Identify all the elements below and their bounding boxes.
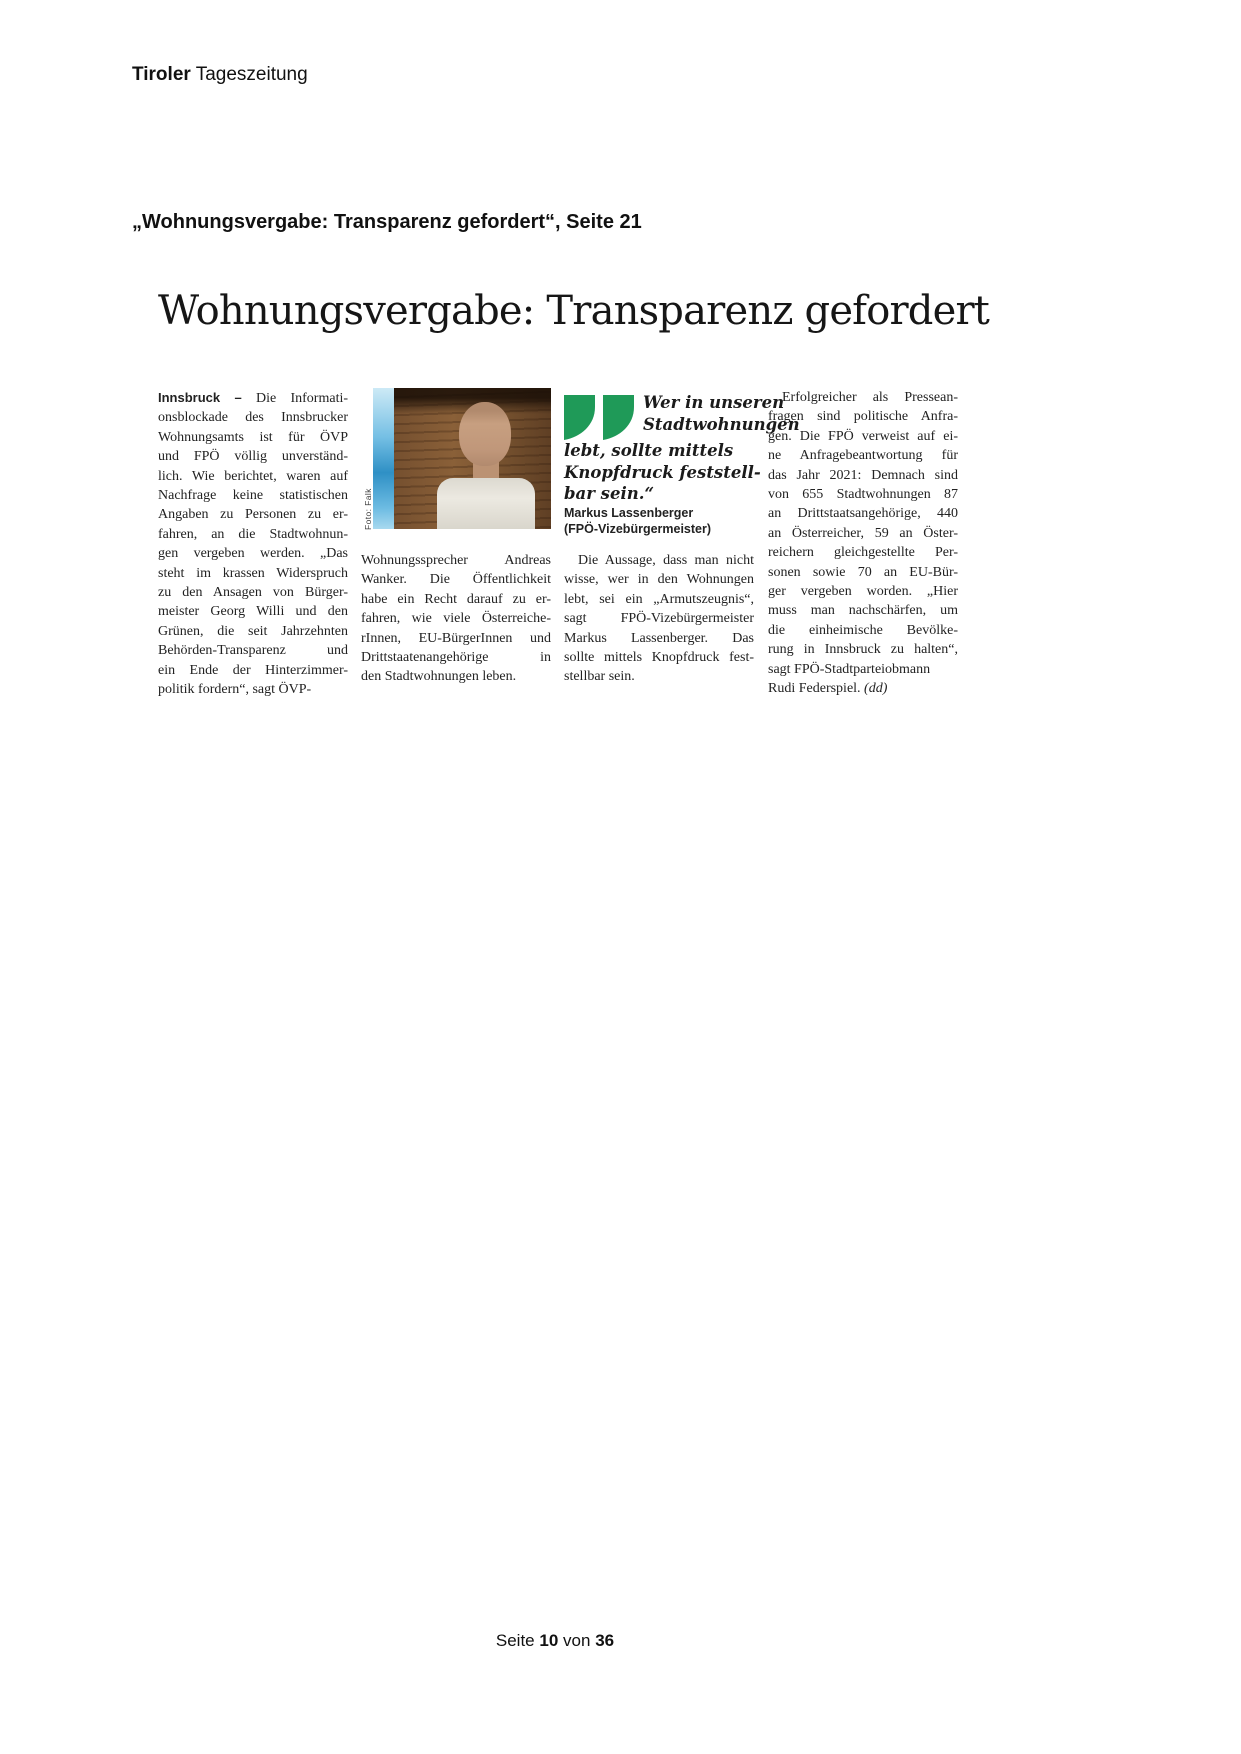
article-text-line: gen. Die FPÖ verweist auf ei- (768, 428, 958, 444)
article-text-line: reichern gleichgestellte Per- (768, 545, 958, 561)
article-text-line: Die Aussage, dass man nicht (578, 553, 754, 568)
photo-man-shirt (437, 478, 535, 529)
article-text-line: den Stadtwohnungen leben. (361, 669, 517, 685)
article-text-line: von 655 Stadtwohnungen 87 (768, 487, 958, 503)
quote-attribution (564, 506, 711, 537)
photo-window-strip (373, 388, 394, 529)
article-text-line: fragen sind politische Anfra- (768, 409, 958, 425)
newspaper-masthead (132, 64, 308, 86)
article-text-line: onsblockade des Innsbrucker (158, 410, 348, 426)
quote-line: lebt, sollte mittels (564, 441, 734, 460)
footer-total-pages: 36 (595, 1631, 615, 1650)
article-end-line (768, 679, 958, 698)
column-3-lines (564, 551, 754, 687)
article-text-line: politik fordern“, sagt ÖVP- (158, 682, 312, 698)
quote-line: Knopfdruck feststell- (564, 462, 761, 482)
quote-line: Stadtwohnungen (643, 414, 800, 434)
article-text-line: Behörden-Transparenz und (158, 643, 348, 659)
photo-man-head (459, 402, 511, 466)
article-text-line: steht im krassen Widerspruch (158, 565, 348, 581)
article-text-line: rung in Innsbruck zu halten“, (768, 642, 958, 658)
article-text-line: Markus Lassenberger. Das (564, 630, 754, 646)
article-text-line: Wohnungsamts ist für ÖVP (158, 429, 348, 445)
newspaper-clipping (158, 288, 990, 718)
article-text-line: rInnen, EU-BürgerInnen und (361, 630, 551, 646)
article-text-line: lebt, sei ein „Armutszeugnis“, (564, 591, 754, 607)
article-text-line: meister Georg Willi und den (158, 604, 348, 620)
article-text-line: ne Anfragebeantwortung für (768, 448, 958, 464)
article-text-line: gen vergeben werden. „Das (158, 546, 348, 562)
article-text-line: wisse, wer in den Wohnungen (564, 572, 754, 588)
article-text-line: Erfolgreicher als Pressean- (782, 390, 958, 405)
pull-quote-top (564, 392, 800, 440)
article-text-line: fahren, wie viele Österreiche- (361, 611, 551, 627)
article-text-line: Grünen, die seit Jahrzehnten (158, 623, 348, 639)
article-photo (373, 388, 551, 529)
author-initials: (dd) (864, 681, 888, 697)
article-text-line: sollte mittels Knopfdruck fest- (564, 650, 754, 666)
article-text-line: die einheimische Bevölke- (768, 622, 958, 638)
article-text-line: muss man nachschärfen, um (768, 603, 958, 619)
article-text-line: das Jahr 2021: Demnach sind (768, 467, 958, 483)
photo-credit: Foto: Falk (363, 488, 373, 530)
article-text-line: sonen sowie 70 an EU-Bür- (768, 564, 958, 580)
end-line-text: Rudi Federspiel. (768, 681, 861, 697)
article-column-4 (768, 388, 958, 708)
article-text-line: zu den Ansagen von Bürger- (158, 585, 348, 601)
column-4-lines (768, 388, 958, 679)
article-lead-line (158, 388, 348, 408)
article-text-line: und FPÖ völlig unverständ- (158, 449, 348, 465)
article-headline: Wohnungsvergabe: Transparenz gefordert (158, 288, 990, 334)
article-text-line: an Drittstaatsangehörige, 440 (768, 506, 958, 522)
article-text-line: Angaben zu Personen zu er- (158, 507, 348, 523)
lead-text: Die Informati- (256, 391, 349, 406)
article-text-line: fahren, an die Stadtwohnun- (158, 526, 348, 542)
article-text-line: ger vergeben worden. „Hier (768, 584, 958, 600)
quote-marks-icon (564, 395, 634, 440)
article-text-line: ein Ende der Hinterzimmer- (158, 662, 348, 678)
quote-attribution-name: Markus Lassenberger (564, 506, 694, 520)
article-text-line: Wanker. Die Öffentlichkeit (361, 572, 551, 588)
masthead-bold: Tiroler (132, 64, 191, 85)
column-1-lines (158, 408, 348, 699)
article-text-line: sagt FPÖ-Stadtparteiobmann (768, 661, 931, 677)
article-text-line: sagt FPÖ-Vizebürgermeister (564, 611, 754, 627)
quote-line: Wer in unseren (643, 393, 785, 412)
article-text-line: habe ein Recht darauf zu er- (361, 591, 551, 607)
page-number-footer (0, 1631, 1110, 1651)
article-text-line: Drittstaatenangehörige in (361, 650, 551, 666)
masthead-rest: Tageszeitung (195, 64, 308, 85)
footer-separator: von (563, 1631, 591, 1650)
column-2-lines (361, 551, 551, 687)
article-text-line: lich. Wie berichtet, waren auf (158, 468, 348, 484)
article-column-3 (564, 388, 800, 708)
article-column-1 (158, 388, 348, 708)
document-heading: „Wohnungsvergabe: Transparenz gefordert“, Seite 21 (132, 211, 642, 233)
pull-quote (564, 392, 800, 505)
article-column-2 (361, 388, 551, 708)
article-text-line: Wohnungssprecher Andreas (361, 553, 551, 568)
quote-attribution-role: (FPÖ-Vizebürgermeister) (564, 521, 712, 536)
article-text-line: stellbar sein. (564, 669, 635, 685)
article-text-line: Nachfrage keine statistischen (158, 488, 348, 504)
footer-label: Seite (495, 1631, 535, 1650)
quote-line: bar sein.“ (564, 484, 654, 503)
footer-current-page: 10 (539, 1631, 559, 1650)
lead-location: Innsbruck – (158, 390, 242, 405)
article-text-line: an Österreicher, 59 an Öster- (768, 525, 958, 541)
